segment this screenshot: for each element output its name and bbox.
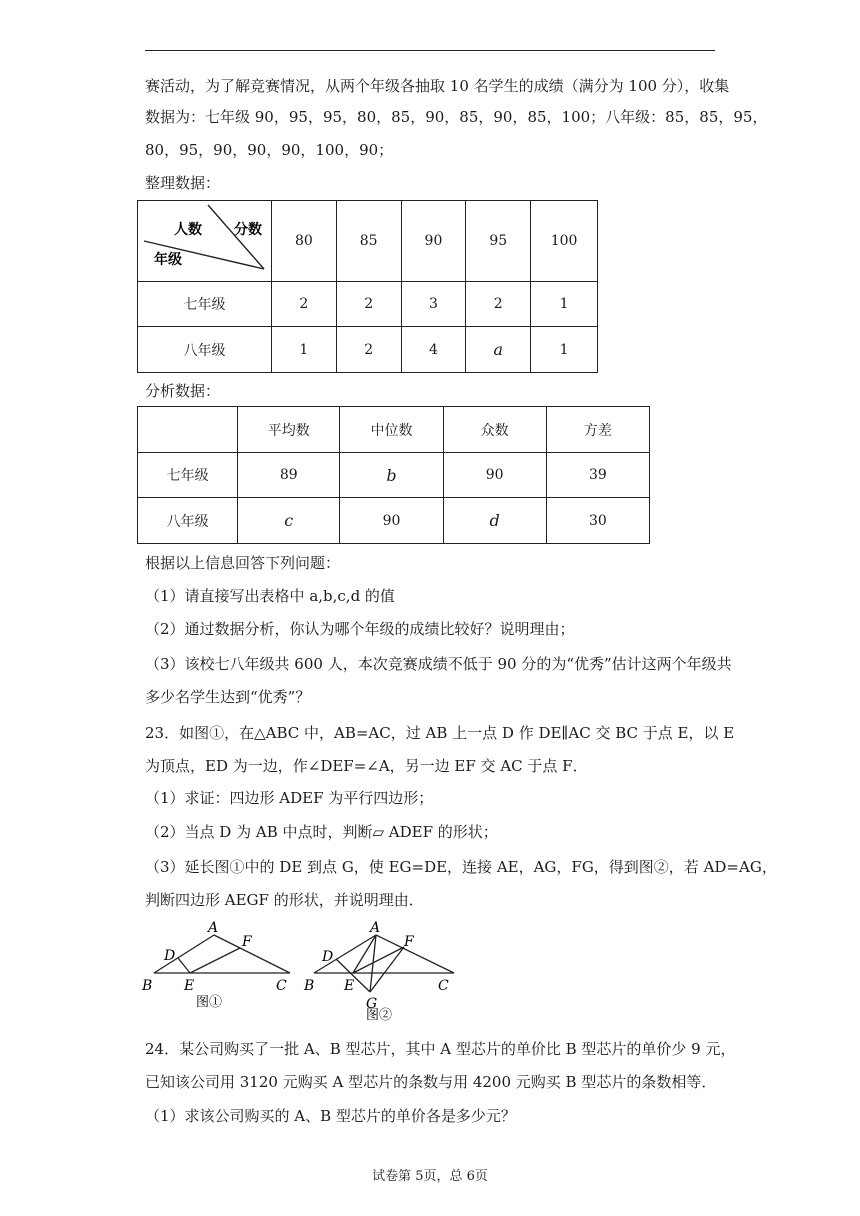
table1-header-cell: 80 <box>272 201 337 282</box>
text-line-10: 多少名学生达到“优秀”？ <box>145 688 311 706</box>
text-line-3: 80，95，90，90，90，100，90； <box>145 141 394 159</box>
table1-row <box>138 327 598 373</box>
table2-cell-variable: b <box>340 453 443 498</box>
table2-cell: 30 <box>546 498 649 544</box>
fig1-label-B: B <box>142 978 153 994</box>
fig2-label-G: G <box>366 996 378 1012</box>
corner-label-score: 分数 <box>234 222 262 238</box>
table1-cell: 2 <box>336 282 401 327</box>
figure-1-triangle <box>140 918 295 1013</box>
text-line-2: 数据为：七年级 90，95，95，80，85，90，85，90，85，100；八年级：85，85，95， <box>145 108 768 126</box>
table2-header-cell: 平均数 <box>238 407 340 453</box>
corner-diagonal-lines <box>138 201 271 281</box>
table1-cell: 2 <box>272 282 337 327</box>
table2-cell-variable: c <box>238 498 340 544</box>
fig2-label-B: B <box>304 978 315 994</box>
text-line-1: 赛活动，为了解竞赛情况，从两个年级各抽取 10 名学生的成绩（满分为 100 分），收集 <box>145 77 730 95</box>
fig2-label-F: F <box>404 934 414 950</box>
fig2-label-C: C <box>438 978 449 994</box>
fig2-caption: 图② <box>366 1008 393 1023</box>
analysis-table <box>137 406 650 544</box>
text-line-12: 为顶点，ED 为一边，作∠DEF=∠A，另一边 EF 交 AC 于点 F． <box>145 757 588 775</box>
score-count-table <box>137 200 598 373</box>
text-line-11: 23．如图①，在△ABC 中，AB=AC，过 AB 上一点 D 作 DE∥AC 交 BC 于点 E，以 E <box>145 724 735 742</box>
fig2-label-A: A <box>370 920 381 936</box>
figure-2-triangle <box>300 918 460 1023</box>
fig1-caption: 图① <box>196 995 223 1010</box>
table2-row <box>138 453 650 498</box>
table1-cell-variable: a <box>466 327 531 373</box>
table2-row-label: 八年级 <box>138 498 238 544</box>
table1-cell: 1 <box>531 327 598 373</box>
text-line-9: （3）该校七八年级共 600 人，本次竞赛成绩不低于 90 分的为“优秀”估计这两个年级共 <box>145 655 732 673</box>
table2-corner-cell <box>138 407 238 453</box>
table1-row-label: 七年级 <box>138 282 272 327</box>
table2-header-cell: 方差 <box>546 407 649 453</box>
text-line-17: 24．某公司购买了一批 A、B 型芯片，其中 A 型芯片的单价比 B 型芯片的单价少 9 元， <box>145 1040 736 1058</box>
table1-cell: 2 <box>466 282 531 327</box>
table2-cell-variable: d <box>443 498 546 544</box>
table1-row <box>138 282 598 327</box>
table1-header-cell: 85 <box>336 201 401 282</box>
fig1-label-A: A <box>208 920 219 936</box>
text-line-6: 根据以上信息回答下列问题： <box>145 554 341 572</box>
fig1-label-C: C <box>276 978 287 994</box>
table1-cell: 1 <box>272 327 337 373</box>
text-line-7: （1）请直接写出表格中 a,b,c,d 的值 <box>145 587 395 605</box>
text-line-4: 整理数据： <box>145 174 221 192</box>
table1-cell: 3 <box>401 282 466 327</box>
corner-label-grade: 年级 <box>154 252 182 268</box>
fig2-label-D: D <box>322 949 334 965</box>
table2-header-cell: 众数 <box>443 407 546 453</box>
table2-row <box>138 498 650 544</box>
text-line-16: 判断四边形 AEGF 的形状，并说明理由． <box>145 891 424 909</box>
table1-cell: 1 <box>531 282 598 327</box>
corner-label-people: 人数 <box>174 222 202 238</box>
text-line-5: 分析数据： <box>145 382 221 400</box>
text-line-14: （2）当点 D 为 AB 中点时，判断▱ ADEF 的形状； <box>145 823 498 841</box>
fig1-label-E: E <box>184 978 195 994</box>
table1-corner-cell <box>138 201 272 282</box>
table2-cell: 90 <box>340 498 443 544</box>
table2-header-cell: 中位数 <box>340 407 443 453</box>
table2-row-label: 七年级 <box>138 453 238 498</box>
table1-cell: 2 <box>336 327 401 373</box>
text-line-18: 已知该公司用 3120 元购买 A 型芯片的条数与用 4200 元购买 B 型芯片的条数相等． <box>145 1073 717 1091</box>
fig2-label-E: E <box>344 978 355 994</box>
table1-header-cell: 100 <box>531 201 598 282</box>
table1-header-cell: 95 <box>466 201 531 282</box>
text-line-13: （1）求证：四边形 ADEF 为平行四边形； <box>145 789 434 807</box>
fig1-label-D: D <box>164 948 176 964</box>
table1-cell: 4 <box>401 327 466 373</box>
table2-cell: 90 <box>443 453 546 498</box>
text-line-15: （3）延长图①中的 DE 到点 G，使 EG=DE，连接 AE，AG，FG，得到图②，若 AD=AG， <box>145 858 777 876</box>
table1-header-cell: 90 <box>401 201 466 282</box>
table2-cell: 39 <box>546 453 649 498</box>
text-line-8: （2）通过数据分析，你认为哪个年级的成绩比较好？说明理由； <box>145 620 575 638</box>
page-footer: 试卷第 5页，总 6页 <box>372 1169 488 1184</box>
header-rule <box>145 50 715 51</box>
table2-cell: 89 <box>238 453 340 498</box>
table1-row-label: 八年级 <box>138 327 272 373</box>
text-line-19: （1）求该公司购买的 A、B 型芯片的单价各是多少元？ <box>145 1107 516 1125</box>
fig1-label-F: F <box>242 934 252 950</box>
